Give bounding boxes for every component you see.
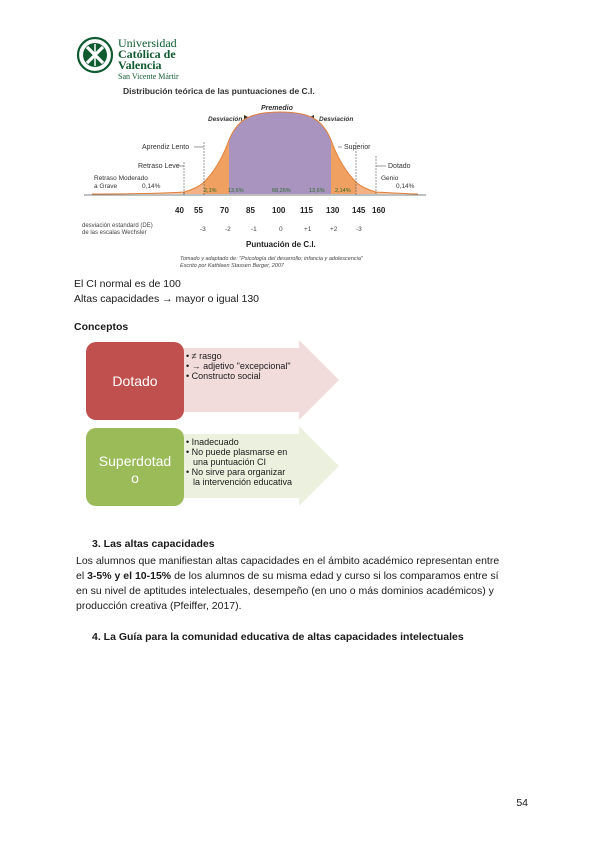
sd-label: desviación estandard (DE) [82,223,153,229]
region-pct: 13,6% [309,188,325,194]
sd-values [200,226,362,233]
sd-value: -3 [200,226,206,233]
sd-label: de las escalas Wechsler [82,230,147,236]
bullet-text: una puntuación CI [193,457,267,467]
ci-normal-text: El CI normal es de 100 [74,278,181,290]
region-pct: 2,14% [335,188,351,194]
sd-value: +1 [304,226,312,233]
bullet-item: • No puede plasmarse en [186,447,288,457]
bullet-text: No puede plasmarse en [191,447,288,457]
text-span: de los alumnos de su misma edad y curso si los comparamos entre sí [171,570,499,582]
bullet-item [186,457,292,467]
label-genio: Genio [381,175,399,182]
bullet-text: Inadecuado [191,437,239,447]
bullet-item: • No sirve para organizar [186,467,286,477]
x-axis-label: Puntuación de C.I. [246,240,316,249]
university-logo [76,36,114,74]
label-a-grave: a Grave [94,183,118,190]
iq-distribution-figure [76,82,436,274]
section4-heading: 4. La Guía para la comunidad educativa de altas capacidades intelectuales [92,631,464,643]
paragraph-line: en su nivel de aptitudes intelectuales, desempeño (en uno o más dominios académicos) y [76,585,494,597]
bullet-text: Constructo social [191,371,261,381]
dotado-bullets [186,351,291,381]
curve-region-6 [356,182,376,194]
conceptos-heading: Conceptos [74,321,129,333]
superdotado-label [86,453,184,487]
logo-line: San Vicente Mártir [118,72,179,81]
label-dotado: Dotado [388,163,411,170]
page-number: 54 [516,797,528,809]
university-name [118,38,179,82]
label-aprendiz-lento: Aprendiz Lento [142,144,190,151]
dotado-label: Dotado [112,373,158,389]
figure-title: Distribución teórica de las puntuaciones de C.I. [123,86,315,96]
sd-value: +2 [330,226,338,233]
region-pct: 68,26% [272,188,291,194]
bullet-text: No sirve para organizar [191,467,286,477]
section3-heading: 3. Las altas capacidades [92,538,215,550]
ci-tick: 85 [246,206,255,215]
superdotado-label-line: o [131,470,139,486]
label-right-pct: 0,14% [396,183,415,190]
superdotado-bullets [186,437,292,487]
paragraph-line: producción creativa (Pfeiffer, 2017). [76,600,242,612]
bullet-item: • Constructo social [186,371,261,381]
ci-tick: 70 [220,206,229,215]
bullet-text: ≠ rasgo [191,351,222,361]
bullet-item [186,477,292,487]
bullet-item: • → adjetivo "excepcional" [186,361,291,371]
figure-source: Tomado y adaptado de: "Psicología del desarrollo; infancia y adolescencia" [180,256,363,262]
altas-capacidades-text: Altas capacidades → mayor o igual 130 [74,293,260,305]
label-superior: Superior [344,144,371,151]
ci-tick: 40 [175,206,184,215]
logo-line: Católica de [118,47,176,61]
ci-tick: 55 [194,206,203,215]
paragraph-line [76,569,526,584]
desviacion-right-label: Desviación [319,116,354,123]
logo-line: Universidad [118,36,177,50]
ci-tick: 115 [300,206,313,215]
figure-source: Escrito por Kathleen Stassen Berger, 2007 [180,263,284,269]
curve-region-center [229,112,331,194]
sd-value: -3 [356,226,362,233]
region-pct: 2,1% [204,188,217,194]
text-span: el [76,570,88,582]
ci-tick: 100 [272,206,286,215]
section3-paragraph [76,554,526,614]
bullet-item: • ≠ rasgo [186,351,222,361]
ci-tick-labels [175,206,386,215]
premedio-label: Premedio [261,105,293,112]
ci-tick: 145 [352,206,366,215]
label-retraso-moderado: Retraso Moderado [94,175,148,182]
superdotado-label-line: Superdotad [98,453,172,469]
bullet-text: la intervención educativa [193,477,293,487]
paragraph-line: Los alumnos que manifiestan altas capacidades en el ámbito académico representan entre [76,555,500,567]
sd-value: -2 [225,226,231,233]
sd-value: -1 [251,226,257,233]
bullet-text: → adjetivo "excepcional" [191,361,291,371]
curve-region-2 [184,182,204,194]
logo-line: Valencia [118,58,162,72]
label-retraso-leve: Retraso Leve [138,163,180,170]
bold-span: 3-5% y el 10-15% [87,570,172,582]
sd-value: 0 [279,226,283,233]
bullet-item: • Inadecuado [186,437,239,447]
desviacion-left-label: Desviación [208,116,243,123]
ci-tick: 130 [326,206,340,215]
label-left-pct: 0,14% [142,183,161,190]
ci-tick: 160 [372,206,386,215]
region-pct: 13,6% [228,188,244,194]
